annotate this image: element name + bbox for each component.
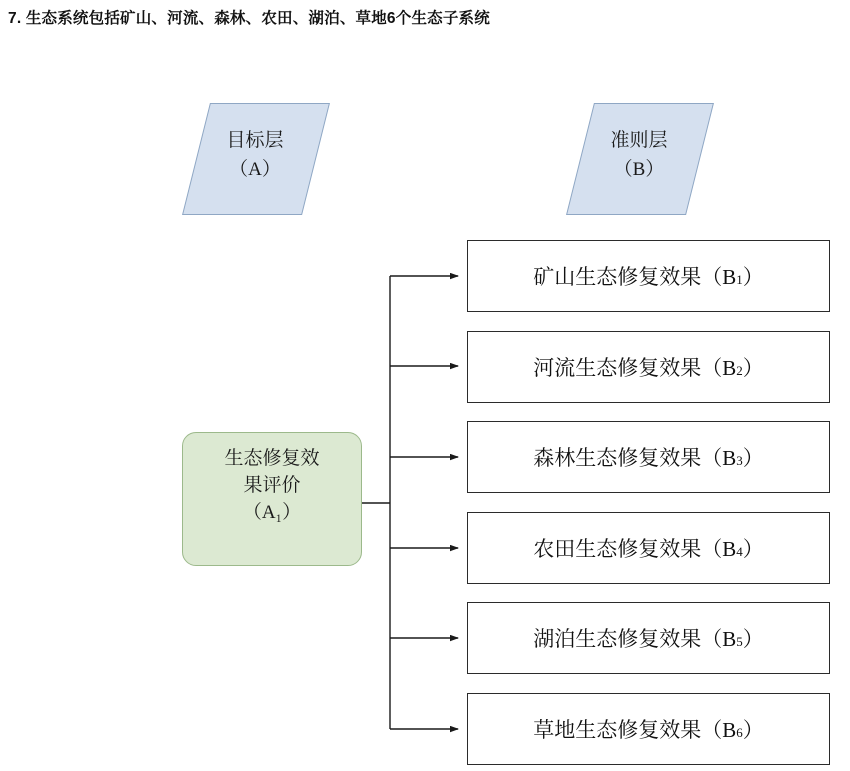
criterion-text-b2: 河流生态修复效果（B	[533, 356, 737, 380]
criterion-tail-b2: ）	[742, 356, 764, 380]
criterion-sub-b1: 1	[736, 272, 743, 287]
criterion-sub-b3: 3	[736, 453, 743, 468]
criterion-text-b6: 草地生态修复效果（B	[533, 718, 737, 742]
criterion-sub-b2: 2	[736, 363, 743, 378]
criterion-box-b2[interactable]	[467, 331, 830, 403]
criterion-tail-b1: ）	[742, 265, 764, 289]
criterion-text-b5: 湖泊生态修复效果（B	[533, 627, 737, 651]
criterion-text-b3: 森林生态修复效果（B	[533, 446, 737, 470]
criterion-tail-b4: ）	[742, 537, 764, 561]
criterion-sub-b6: 6	[736, 725, 743, 740]
criterion-tail-b3: ）	[742, 446, 764, 470]
goal-layer-line1: 目标层	[226, 130, 284, 151]
criterion-text-b1: 矿山生态修复效果（B	[533, 265, 737, 289]
criterion-box-b1[interactable]	[467, 240, 830, 312]
criterion-text-b4: 农田生态修复效果（B	[533, 537, 737, 561]
criterion-box-b3[interactable]	[467, 421, 830, 493]
page-title: 7. 生态系统包括矿山、河流、森林、农田、湖泊、草地6个生态子系统	[8, 10, 490, 27]
criterion-tail-b5: ）	[742, 627, 764, 651]
criterion-sub-b4: 4	[736, 544, 743, 559]
criterion-tail-b6: ）	[742, 718, 764, 742]
root-node-line1: 生态修复效	[224, 448, 320, 469]
criterion-sub-b5: 5	[736, 634, 743, 649]
root-node-line2: 果评价	[243, 474, 301, 496]
criterion-box-b5[interactable]	[467, 602, 830, 674]
criterion-layer-label	[580, 127, 698, 184]
criterion-layer-line2: （B）	[613, 158, 665, 180]
criterion-box-b4[interactable]	[467, 512, 830, 584]
criterion-layer-line1: 准则层	[610, 130, 668, 151]
goal-layer-label	[196, 127, 314, 184]
root-node-line3: （A₁）	[242, 501, 302, 523]
criterion-box-b6[interactable]	[467, 693, 830, 765]
root-node-label	[182, 446, 362, 527]
goal-layer-line2: （A）	[229, 158, 281, 180]
